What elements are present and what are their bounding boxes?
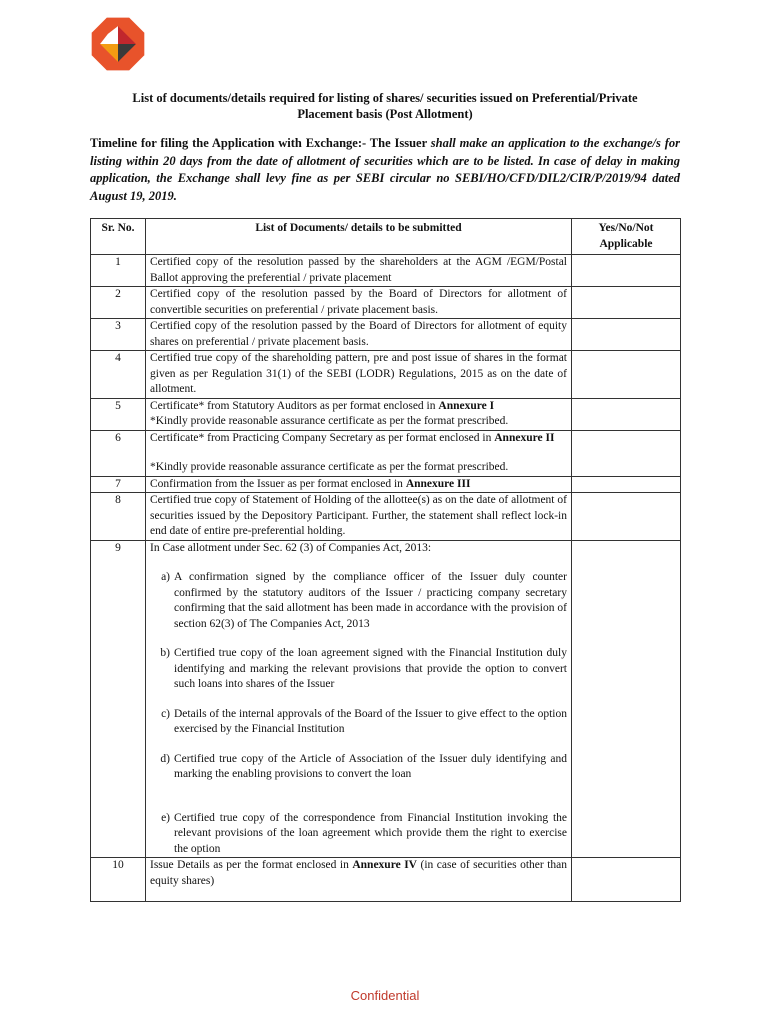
row-description bbox=[146, 430, 572, 476]
row-status-cell[interactable] bbox=[572, 398, 681, 430]
subitem-label: d) bbox=[160, 752, 170, 765]
list-item bbox=[150, 752, 567, 783]
row-note: *Kindly provide reasonable assurance certificate as per the format prescribed. bbox=[150, 461, 509, 473]
timeline-paragraph bbox=[90, 135, 680, 205]
row-number: 9 bbox=[91, 540, 146, 858]
row-status-cell[interactable] bbox=[572, 351, 681, 399]
subitem-text: A confirmation signed by the compliance officer of the Issuer duly counter confirmed by the statutory auditors of the Issuer / practicing company secretary confirming that the said allotment has been made in accordance with the provision of section 62(3) of The Companies Act, 2013 bbox=[174, 571, 567, 630]
table-row bbox=[91, 476, 681, 493]
list-item bbox=[150, 811, 567, 858]
confidential-footer: Confidential bbox=[350, 988, 420, 1003]
row-description: Certified copy of the resolution passed by the Board of Directors for allotment of convertible securities on preferential / private placement basis. bbox=[146, 287, 572, 319]
row-status-cell[interactable] bbox=[572, 540, 681, 858]
table-row bbox=[91, 255, 681, 287]
annexure-ref: Annexure II bbox=[494, 431, 555, 444]
table-row bbox=[91, 319, 681, 351]
row-description: Certified true copy of Statement of Holding of the allottee(s) as on the date of allotment of securities issued by the Depository Participant. Further, the statement shall reflect lock-in end date of entire pre-preferential holding. bbox=[146, 493, 572, 541]
row-text-post: (in case of securities other than equity shares) bbox=[150, 859, 567, 887]
row-description: Certified true copy of the shareholding pattern, pre and post issue of shares in the format given as per Regulation 31(1) of the SEBI (LODR) Regulations, 2015 as on the date of allotment. bbox=[146, 351, 572, 399]
table-row bbox=[91, 398, 681, 430]
row-status-cell[interactable] bbox=[572, 430, 681, 476]
table-row bbox=[91, 430, 681, 476]
row-number: 7 bbox=[91, 476, 146, 493]
row-number: 4 bbox=[91, 351, 146, 399]
subitem-label: e) bbox=[161, 811, 170, 824]
row-number: 6 bbox=[91, 430, 146, 476]
subitem-text: Certified true copy of the Article of Association of the Issuer duly identifying and marking the enabling provisions to convert the loan bbox=[174, 752, 567, 780]
row-status-cell[interactable] bbox=[572, 255, 681, 287]
row-note: *Kindly provide reasonable assurance certificate as per the format prescribed. bbox=[150, 415, 509, 427]
subitem-text: Certified true copy of the loan agreement signed with the Financial Institution duly identifying and marking the relevant provisions that provide the option to convert such loans into shares of the Issuer bbox=[174, 647, 567, 690]
row-number: 10 bbox=[91, 858, 146, 902]
row-number: 5 bbox=[91, 398, 146, 430]
documents-table bbox=[90, 218, 681, 902]
subitem-label: b) bbox=[160, 647, 170, 659]
subitem-label: a) bbox=[161, 571, 170, 583]
row-text: In Case allotment under Sec. 62 (3) of Companies Act, 2013: bbox=[150, 541, 432, 554]
subitem-text: Details of the internal approvals of the Board of the Issuer to give effect to the option exercised by the Financial Institution bbox=[174, 707, 567, 735]
row-status-cell[interactable] bbox=[572, 319, 681, 351]
row-description: Certified copy of the resolution passed by the Board of Directors for allotment of equity shares on preferential / private placement basis. bbox=[146, 319, 572, 351]
row-number: 2 bbox=[91, 287, 146, 319]
table-row bbox=[91, 351, 681, 399]
table-row bbox=[91, 540, 681, 858]
title-line-1: List of documents/details required for listing of shares/ securities issued on Preferential/Private bbox=[132, 91, 638, 105]
row-number: 1 bbox=[91, 255, 146, 287]
row-description bbox=[146, 398, 572, 430]
table-row bbox=[91, 287, 681, 319]
title-line-2: Placement basis (Post Allotment) bbox=[297, 107, 473, 121]
row-number: 8 bbox=[91, 493, 146, 541]
row-text: Certificate* from Statutory Auditors as per format enclosed in bbox=[150, 399, 436, 412]
header-status: Yes/No/Not Applicable bbox=[572, 219, 681, 255]
row-description bbox=[146, 540, 572, 858]
list-item bbox=[150, 646, 567, 693]
document-title bbox=[90, 90, 680, 122]
list-item bbox=[150, 570, 567, 632]
annexure-ref: Annexure I bbox=[438, 399, 495, 412]
annexure-ref: Annexure III bbox=[405, 477, 471, 490]
row-status-cell[interactable] bbox=[572, 476, 681, 493]
row-description bbox=[146, 858, 572, 902]
header-sr-no: Sr. No. bbox=[91, 219, 146, 255]
row-description bbox=[146, 476, 572, 493]
company-logo-icon bbox=[90, 16, 146, 72]
row-number: 3 bbox=[91, 319, 146, 351]
header-documents: List of Documents/ details to be submitted bbox=[146, 219, 572, 255]
subitem-label: c) bbox=[161, 707, 170, 720]
row-status-cell[interactable] bbox=[572, 287, 681, 319]
timeline-text: shall make an application to the exchange/s for listing within 20 days from the date of allotment of securities which are to be listed. In case of delay in making application, the Exchange shall levy fine as per SEBI circular no SEBI/HO/CFD/DIL2/CIR/P/2019/94 dated August 19, 2019. bbox=[90, 136, 680, 203]
row-text: Issue Details as per the format enclosed in bbox=[150, 859, 349, 871]
row-status-cell[interactable] bbox=[572, 493, 681, 541]
table-header-row bbox=[91, 219, 681, 255]
row-description: Certified copy of the resolution passed by the shareholders at the AGM /EGM/Postal Ballot approving the preferential / private placement bbox=[146, 255, 572, 287]
row-status-cell[interactable] bbox=[572, 858, 681, 902]
row-text: Certificate* from Practicing Company Secretary as per format enclosed in bbox=[150, 431, 492, 444]
list-item bbox=[150, 707, 567, 738]
timeline-label: Timeline for filing the Application with Exchange:- The Issuer bbox=[90, 136, 427, 150]
row-text: Confirmation from the Issuer as per format enclosed in bbox=[150, 477, 403, 490]
table-row bbox=[91, 493, 681, 541]
table-row bbox=[91, 858, 681, 902]
subitem-text: Certified true copy of the correspondence from Financial Institution invoking the relevant provisions of the loan agreement which provide them the right to exercise the option bbox=[174, 811, 567, 855]
annexure-ref: Annexure IV bbox=[352, 859, 417, 871]
